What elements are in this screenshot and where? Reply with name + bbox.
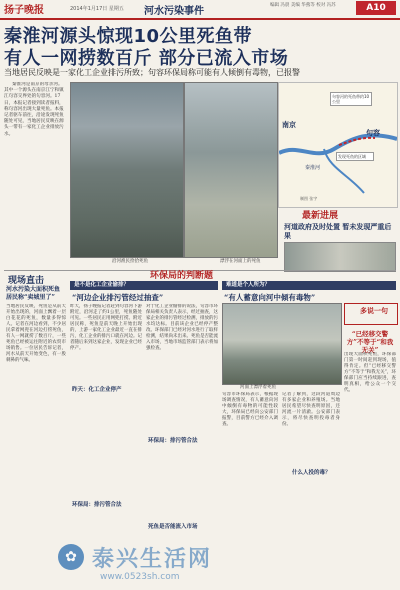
map-credit: 制图 张宇 [300,196,318,201]
headline-line2: 有人一网捞数百斤 部分已流入市场 [4,48,289,69]
subhead-b1: 昨天：化工企业停产 [72,387,122,393]
photo-river [222,303,342,385]
section-title: 河水污染事件 [144,6,204,17]
scene-title: 现场直击 [8,276,45,286]
body-column-e: 记者了解到，这段河道周边有多家企业和养殖场。当地居民希望尽快查明原因，还河流一片清澈。公安部门表示，将尽快查明投毒者身份。 [282,392,340,427]
map-label-nanjing: 南京 [282,121,296,129]
map-note-fish-belt: 句容河的死鱼带约10公里 [330,92,372,106]
question-headline-2: “有人蓄意向河中倾有毒物” [224,293,316,302]
subhead-c2: 死鱼是否能流入市场 [148,524,198,530]
question-headline-1: “河边企业排污管经过抽查” [72,293,164,302]
latest-title: 最新进展 [302,211,339,221]
latest-headline: 河道政府及时处置 暂未发现严重后果 [284,222,392,240]
page-number: A10 [356,1,396,15]
question-bar-2: 难道是个人所为？ [222,281,396,290]
comment-headline: “已经移交警方”不等于“和我无关” [346,330,394,354]
headline-line1: 秦淮河源头惊现10公里死鱼带 [4,26,253,47]
body-column-a: 当地居民反映，死鱼是从前天开始出现的，河面上飘着一层白花花的死鱼，数量多得惊人。记者在河边看到，不少居民拿着网兜在河边打捞死鱼，有人一网就捞了数百斤，一些死鱼已经被运往附近的农贸市场销售。一位居民告诉记者，河水从前天开始变色，有一股刺鼻的气味。 [6,304,66,363]
issue-date: 2014年1月17日 星期五 [70,6,124,12]
question-bar-1: 是不是化工企业偷排？ [70,281,218,290]
lead-paragraph: 秦淮河是南京的母亲河。其中一个源头在南京江宁和镇江句容交界处的句容河。17日，本报记者接到读者报料，称句容河出现大量死鱼。本报记者驱车前往，沿途发现死鱼随处可见，当地居民反映在源头一带有一家化工企业排放污水。 [4,82,64,137]
watermark-logo-icon: ✿ [58,544,84,570]
verdict-title: 环保局的判断题 [150,271,214,281]
photo-caption-1: 沿河渔民捡拾死鱼 [112,259,148,264]
photo-fishermen [70,82,184,258]
photo-dead-fish [184,82,278,258]
scene-headline: 河水污染大面积死鱼 居民称“卖城里了” [6,286,61,301]
newspaper-logo: 扬子晚报 [4,5,44,16]
photo-caption-3: 河面上漂浮着死鱼 [240,385,276,390]
staff-credits: 编辑 冯晨 美编 华燕等 校对 冯苏 [270,3,336,8]
comment-title: 多说一句 [360,306,388,315]
subhead-c1: 环保局：排污管合法 [148,438,198,444]
latest-photo [284,242,396,272]
watermark-text: 泰兴生活网 [92,547,213,572]
watermark-url: www.0523sh.com [100,572,180,582]
subhead-d1: 什么人投的毒？ [292,470,331,476]
body-column-c: 对于化工企业偷排的说法，句容市环保局相关负责人表示，经过抽查，这家企业的排污管经过检测，排放的污水均达标。目前该企业已经停产整改。环保部门已经对河水进行了取样检测，结果尚未出来。死鱼是否能流入市场，当地市场监管部门表示将加强检查。 [146,304,218,351]
body-column-b: 昨天，扬子晚报记者赶到句容河下游附近，沿河走了约1公里，死鱼随处可见。一些居民正用网兜打捞。附近居民称，死鱼是前天晚上开始出现的，上游一家化工企业最近一直在排污，化工企业的排污口就在河边。记者随后来到这家企业，发现企业已经停产。 [70,304,142,351]
subhead-b2: 环保局：排污管合法 [72,502,122,508]
map-label-jurong: 句容 [366,129,380,137]
body-column-d: 句容市环保局表示，根据现场调查情况，有人蓄意向河中倾倒有毒物的可能性较大，环保局已经向公安部门报警，目前警方已经介入调查。 [222,392,278,427]
map-note-area: 发现死鱼的区域 [336,152,374,161]
subheadline: 当地居民反映是一家化工企业排污所致；句容环保局称可能有人倾倒有毒物，已报警 [4,68,300,77]
body-column-f: 出现大面积死鱼，环保部门第一时间赶到现场，值得肯定。但“已经移交警方”不等于“和我无关”，环保部门应当持续跟进，查明真相，给公众一个交代。 [344,352,396,393]
map-label-river: 秦淮河 [305,165,321,171]
photo-caption-2: 漂浮在河面上的死鱼 [220,259,261,264]
